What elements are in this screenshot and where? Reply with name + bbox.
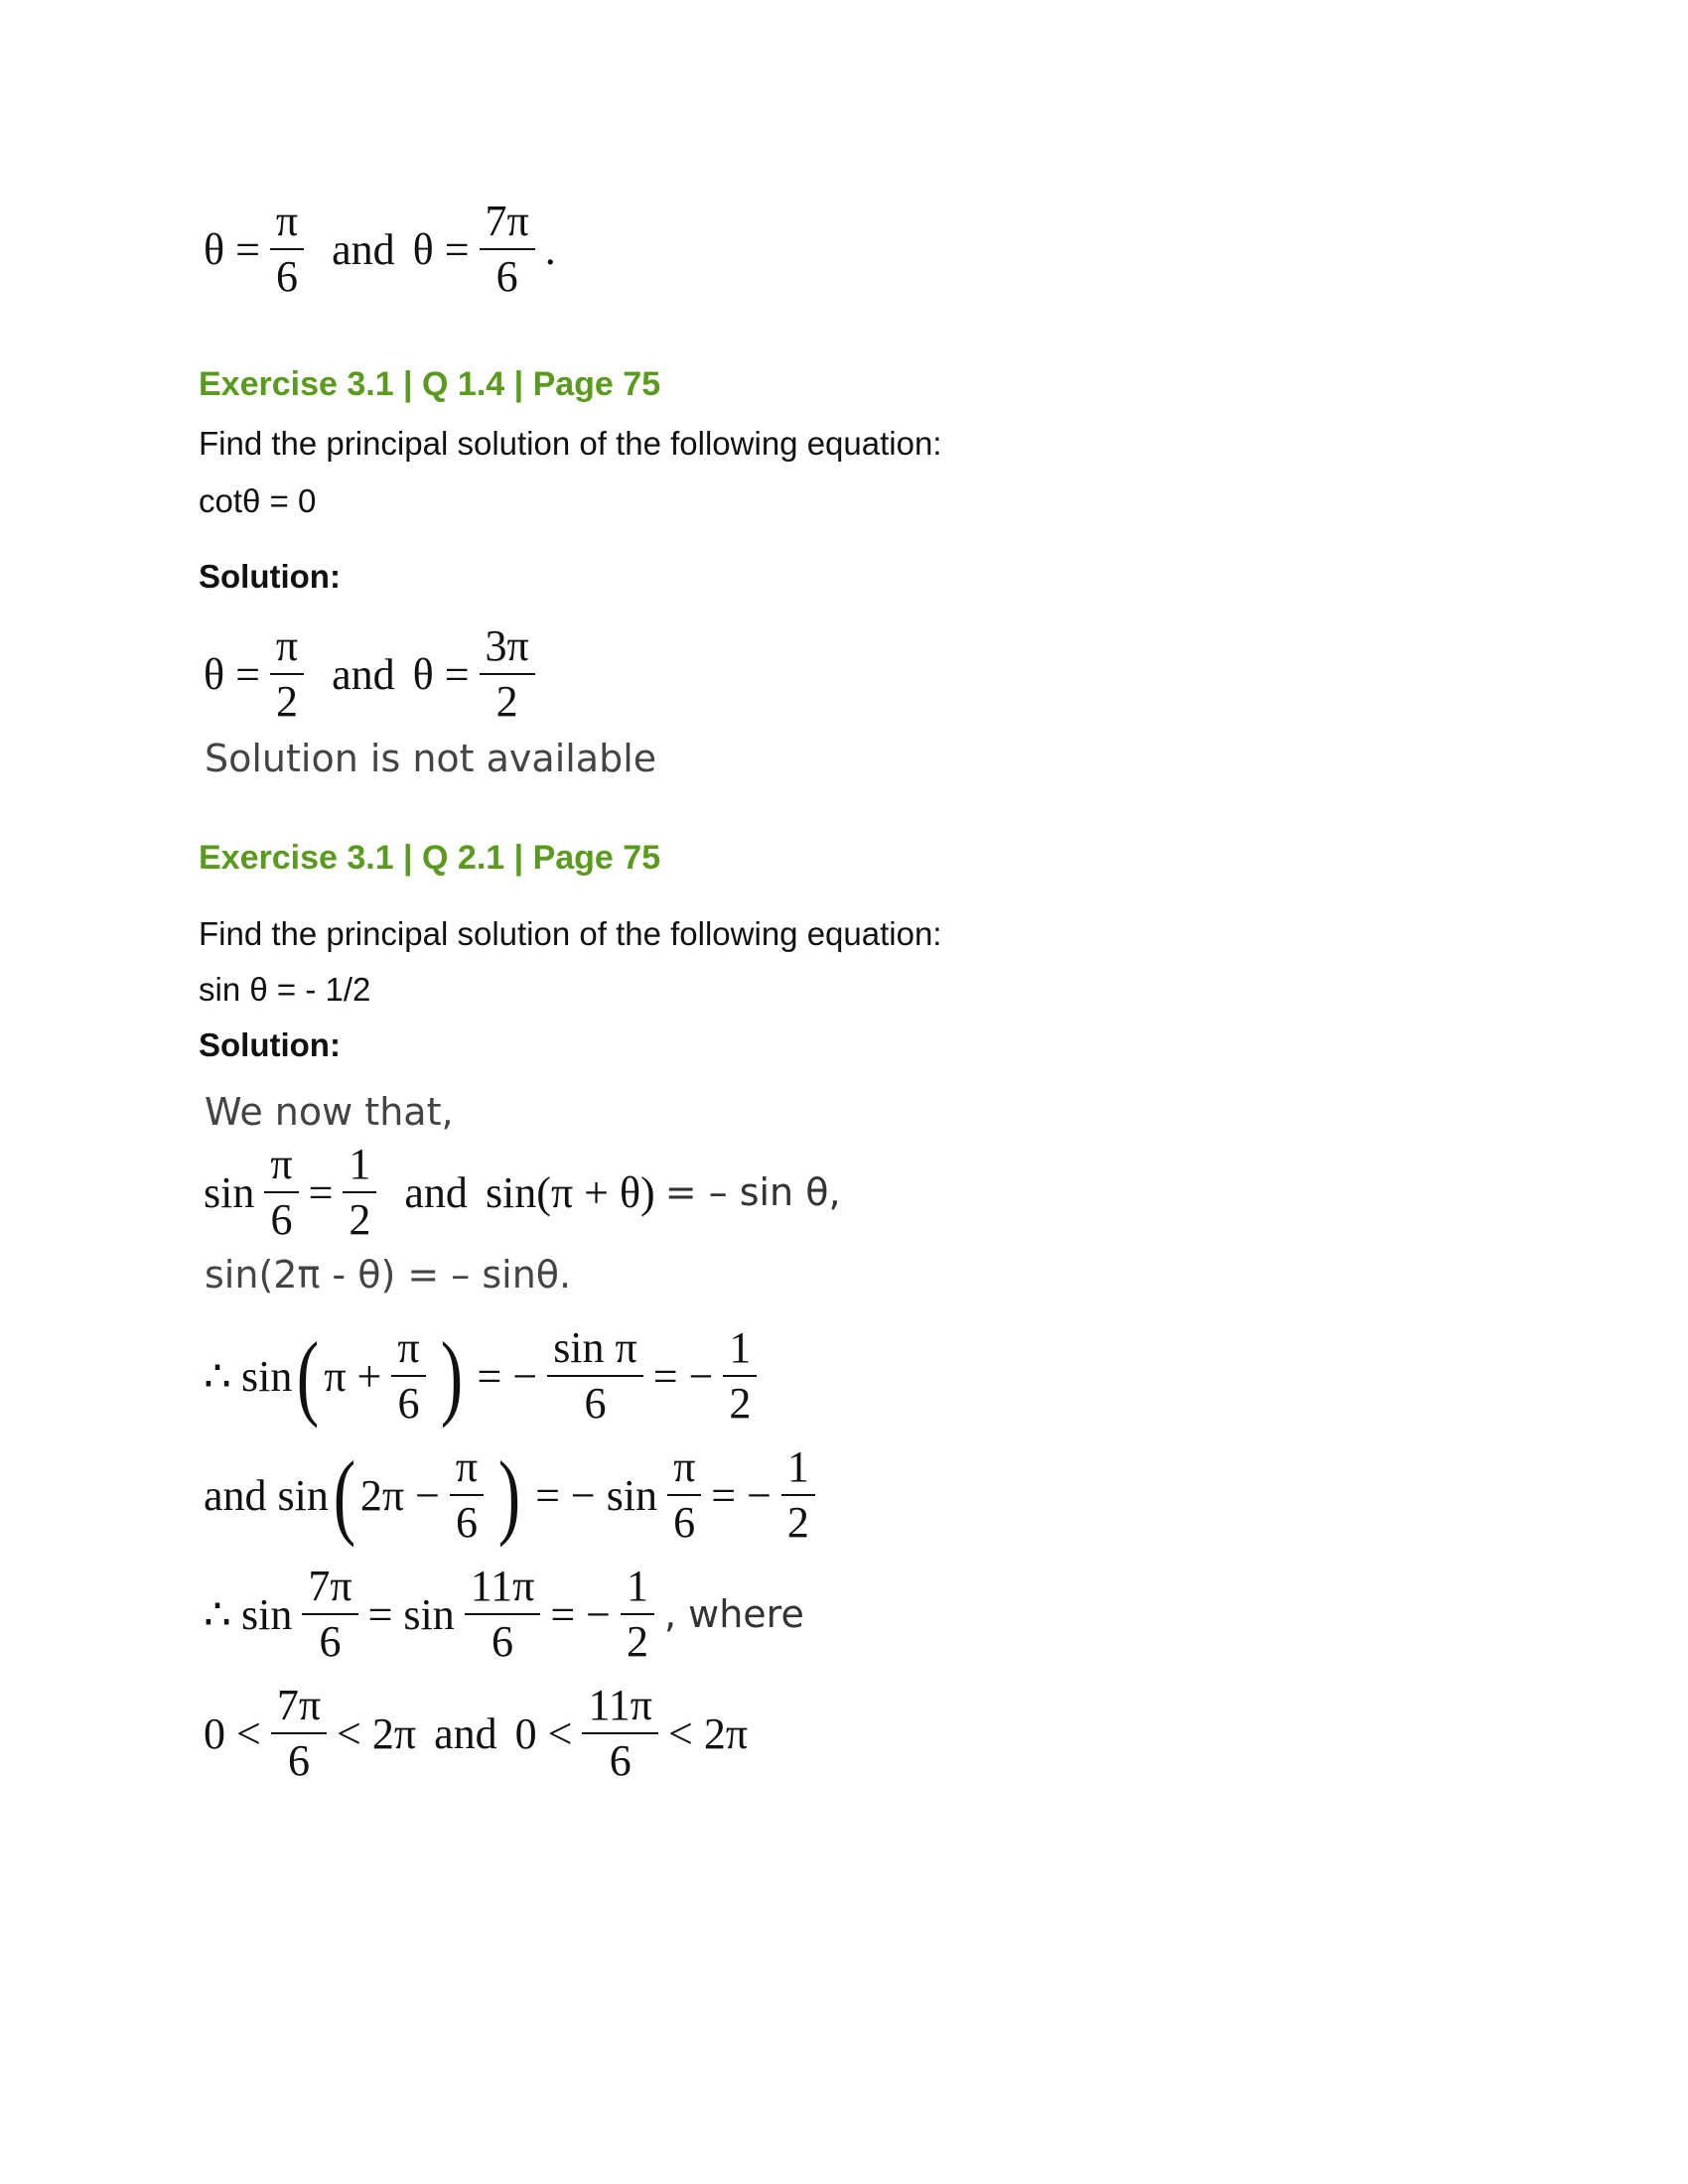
- math-text: θ =: [412, 649, 470, 699]
- fraction: $\frac{3\pi}{2}$: [480, 623, 535, 725]
- solution-line-2: sin(2π - θ) = – sinθ.: [205, 1253, 572, 1297]
- solution-line-3: ∴ sin ( π + $\frac{\pi}{6}$ ) = − $\frac{\text{sin π}}{6}$ = − $\frac{1}{2}$: [204, 1325, 767, 1427]
- equation-theta-pi-2: [204, 623, 545, 725]
- math-text: θ =: [204, 224, 260, 274]
- math-text: θ =: [412, 224, 470, 274]
- fraction: $\frac{7\pi}{6}$: [480, 199, 535, 300]
- solution-line-6: 0 < $\frac{7\pi}{6}$ < 2π and 0 < $\frac{11\pi}{6}$ < 2π: [204, 1681, 749, 1786]
- fraction: $\frac{\pi}{2}$: [270, 623, 304, 725]
- math-text: .: [544, 224, 556, 274]
- question-equation: sin θ = - 1/2: [199, 971, 371, 1008]
- solution-line-1: sin $\frac{\pi}{6}$ = $\frac{1}{2}$ and sin(π + θ) = – sin θ,: [204, 1140, 841, 1245]
- fraction: $\frac{1}{2}$: [343, 1142, 376, 1243]
- fraction: $\frac{\pi}{6}$: [450, 1444, 484, 1546]
- solution-intro: We now that,: [205, 1090, 454, 1134]
- math-text: and: [332, 224, 395, 274]
- fraction: $\frac{\text{sin π}}{6}$: [547, 1325, 643, 1427]
- solution-label: Solution:: [199, 1026, 341, 1063]
- fraction: $\frac{11\pi}{6}$: [465, 1564, 541, 1665]
- fraction: $\frac{7\pi}{6}$: [302, 1564, 357, 1665]
- math-text: θ =: [204, 649, 260, 699]
- question-prompt: Find the principal solution of the following equation:: [199, 915, 942, 952]
- solution-line-4: and sin ( 2π − $\frac{\pi}{6}$ ) = − sin $\frac{\pi}{6}$ = − $\frac{1}{2}$: [204, 1444, 825, 1546]
- question-equation: cotθ = 0: [199, 482, 317, 519]
- fraction: $\frac{\pi}{6}$: [264, 1142, 298, 1243]
- solution-label: Solution:: [199, 558, 341, 595]
- fraction: $\frac{7\pi}{6}$: [271, 1683, 327, 1784]
- fraction: $\frac{\pi}{6}$: [667, 1444, 701, 1546]
- solution-line-5: ∴ sin $\frac{7\pi}{6}$ = sin $\frac{11\pi}{6}$ = − $\frac{1}{2}$ , where: [204, 1562, 804, 1667]
- equation-theta-pi-6: [204, 199, 556, 300]
- math-text: and: [332, 649, 395, 699]
- question-prompt: Find the principal solution of the following equation:: [199, 425, 942, 462]
- fraction: $\frac{11\pi}{6}$: [582, 1683, 658, 1784]
- exercise-heading-q1-4: Exercise 3.1 | Q 1.4 | Page 75: [199, 365, 661, 403]
- exercise-heading-q2-1: Exercise 3.1 | Q 2.1 | Page 75: [199, 839, 661, 877]
- fraction: $\frac{\pi}{6}$: [391, 1325, 425, 1427]
- fraction: $\frac{1}{2}$: [781, 1444, 815, 1546]
- fraction: $\frac{\pi}{6}$: [270, 199, 304, 300]
- fraction: $\frac{1}{2}$: [723, 1325, 757, 1427]
- solution-unavailable-note: Solution is not available: [205, 737, 657, 780]
- fraction: $\frac{1}{2}$: [621, 1564, 654, 1665]
